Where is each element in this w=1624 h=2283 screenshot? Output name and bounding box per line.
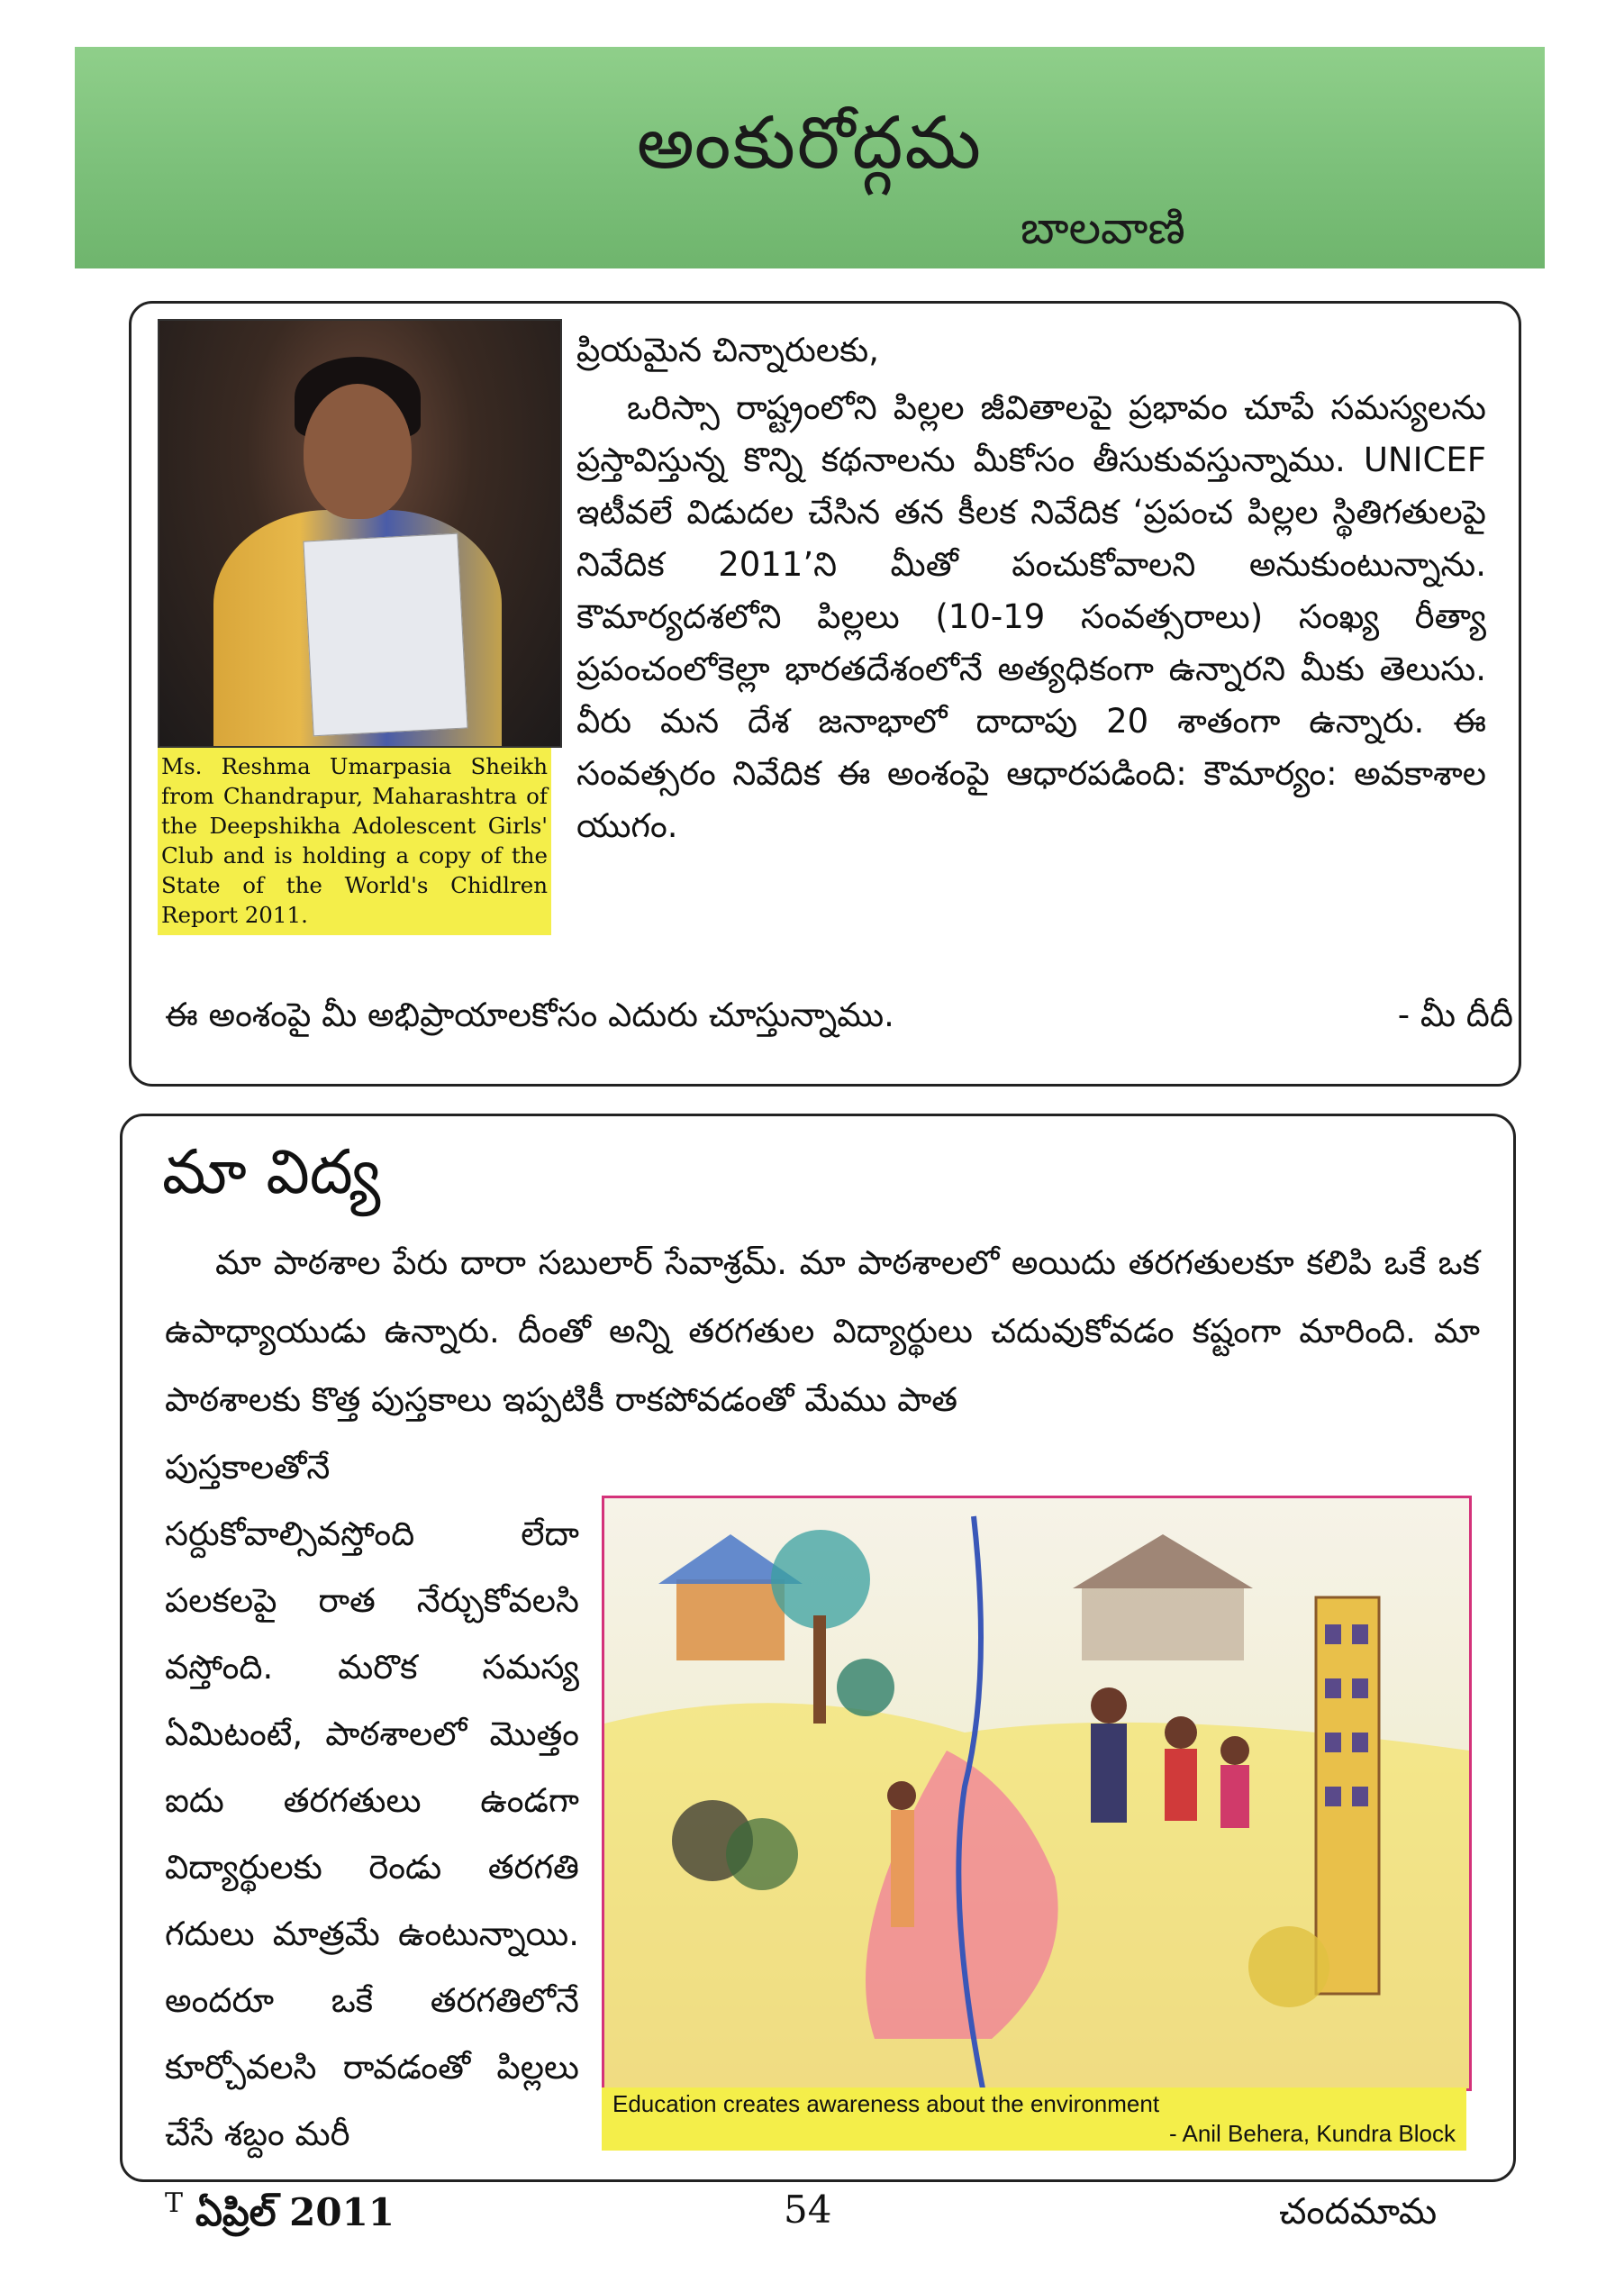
story-body-left: పుస్తకాలతోనే సర్దుకోవాల్సివస్తోంది లేదా పలకలపై రాత నేర్చుకోవలసి వస్తోంది. మరొక సమస్య ఏమిటంటే, పాఠశాలలో మొత్తం ఐదు తరగతులు ఉండగా విద్యార్థులకు రెండు తరగతి గదులు మాత్రమే ఉంటున్నాయి. అందరూ ఒకే తరగతిలోనే కూర్చోవలసి రావడంతో పిల్లలు చేసే శబ్దం మరీ	[165, 1448, 579, 2153]
photo-report-shape	[303, 533, 467, 737]
letter-closing: ఈ అంశంపై మీ అభిప్రాయాలకోసం ఎదురు చూస్తున్నాము.	[165, 996, 894, 1034]
magazine-name: చందమామ	[1279, 2191, 1438, 2233]
drawing-caption	[602, 2087, 1466, 2151]
letter-body: ఒరిస్సా రాష్ట్రంలోని పిల్లల జీవితాలపై ప్రభావం చూపే సమస్యలను ప్రస్తావిస్తున్న కొన్ని కథనాలను మీకోసం తీసుకువస్తున్నాము. UNICEF ఇటీవలే విడుదల చేసిన తన కీలక నివేదిక ‘ప్రపంచ పిల్లల స్థితిగతులపై నివేదిక 2011’ని మీతో పంచుకోవాలని అనుకుంటున్నాను. కౌమార్యదశలోని పిల్లలు (10-19 సంవత్సరాలు) సంఖ్య రీత్యా ప్రపంచంలోకెల్లా భారతదేశంలోనే అత్యధికంగా ఉన్నారని మీకు తెలుసు. వీరు మన దేశ జనాభాలో దాదాపు 20 శాతంగా ఉన్నారు. ఈ సంవత్సరం నివేదిక ఈ అంశంపై ఆధారపడింది: కౌమార్యం: అవకాశాల యుగం.	[576, 388, 1486, 845]
letter-signature: - మీ దీదీ	[1397, 996, 1513, 1034]
footer-mark: T	[165, 2187, 184, 2219]
girl-photo	[158, 319, 562, 748]
child-drawing	[602, 1496, 1472, 2091]
page-number: 54	[784, 2187, 832, 2232]
drawing-credit: - Anil Behera, Kundra Block	[1169, 2120, 1456, 2147]
story-body-top: మా పాఠశాల పేరు దారా సబులార్ సేవాశ్రమ్. మా పాఠశాలలో అయిదు తరగతులకూ కలిపి ఒకే ఒక ఉపాధ్యాయుడు ఉన్నారు. దీంతో అన్ని తరగతుల విద్యార్థులు చదువుకోవడం కష్టంగా మారింది. మా పాఠశాలకు కొత్త పుస్తకాలు ఇప్పటికీ రాకపోవడంతో మేము పాత	[165, 1243, 1480, 1419]
footer-date-text: ఏప్రిల్ 2011	[195, 2190, 395, 2234]
photo-face-shape	[304, 384, 412, 519]
footer-date	[165, 2187, 395, 2244]
letter-greeting: ప్రియమైన చిన్నారులకు,	[576, 331, 879, 369]
drawing-caption-text: Education creates awareness about the environment	[612, 2090, 1160, 2117]
drawing-illustration	[604, 1498, 1469, 2088]
photo-caption: Ms. Reshma Umarpasia Sheikh from Chandrapur, Maharashtra of the Deepshikha Adolescent Girls' Club and is holding a copy of the State of the World's Chidlren Report 2011.	[158, 748, 551, 935]
page-title: అంకురోద్గమ	[636, 101, 984, 185]
story-title: మా విద్య	[162, 1137, 381, 1208]
section-subtitle: బాలవాణి	[1021, 202, 1185, 254]
header-banner	[75, 47, 1545, 268]
